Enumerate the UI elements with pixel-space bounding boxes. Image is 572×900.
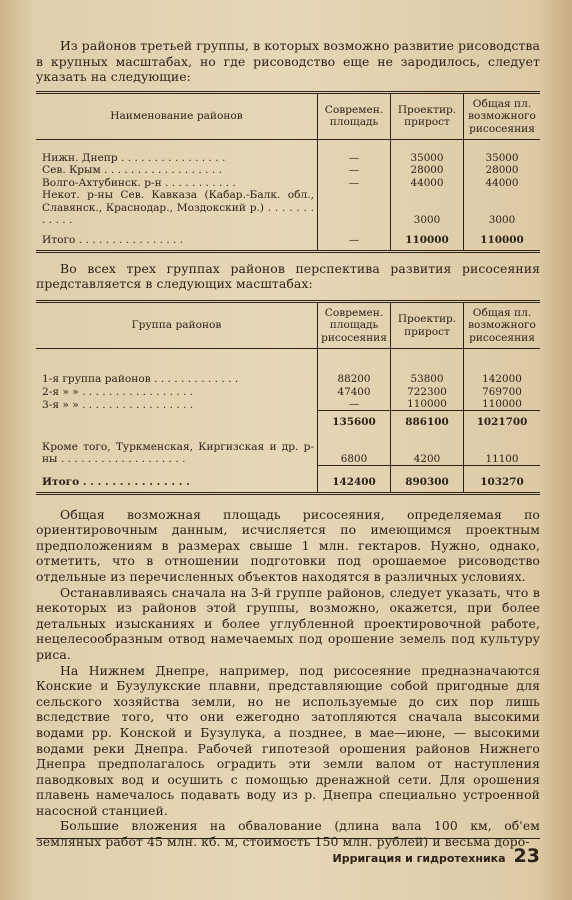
cell-growth: 44000 xyxy=(391,177,464,189)
table-row xyxy=(36,164,540,176)
total-current: — xyxy=(318,226,391,251)
cell-growth: 53800 xyxy=(391,373,464,385)
cell-growth: 3000 xyxy=(391,189,464,226)
paragraph-total-area: Общая возможная площадь рисосеяния, определяемая по ориентировочным данным, исчисляется по имеющимся проектным предположениям в размерах свыше 1 млн. гектаров. Нужно, однако, отметить, что в отношении подготовки под орошаемое рисоводство отдельные из перечисленных объектов находятся в различных условиях. xyxy=(36,506,540,584)
cell-total: 11100 xyxy=(464,441,541,466)
cell-current: — xyxy=(318,164,391,176)
total-label: Итого . . . . . . . . . . . . . . . . xyxy=(36,226,318,251)
subtotal-total: 1021700 xyxy=(464,411,541,429)
table-total-row xyxy=(36,226,540,251)
paragraph-third-group: Останавливаясь сначала на 3-й группе районов, следует указать, что в некоторых из районов этой группы, возможно, окажется, при более детальных изысканиях и более углубленной проектировочной работе, нецелесообразным отвод намечаемых под орошение земель под культуру риса. xyxy=(36,584,540,662)
subtotal-current: 135600 xyxy=(318,411,391,429)
table-row xyxy=(36,189,540,226)
header-projected-growth: Проектир. прирост xyxy=(391,92,464,139)
table-row xyxy=(36,373,540,385)
cell-current: — xyxy=(318,398,391,411)
cell-total: 142000 xyxy=(464,373,541,385)
cell-current: 6800 xyxy=(318,441,391,466)
cell-total: 28000 xyxy=(464,164,541,176)
page-footer xyxy=(36,838,540,867)
row-name: Сев. Крым . . . . . . . . . . . . . . . . . . xyxy=(42,164,222,177)
cell-current: 88200 xyxy=(318,373,391,385)
cell-growth: 722300 xyxy=(391,386,464,398)
paragraph-lower-dnieper: На Нижнем Днепре, например, под рисосеяние предназначаются Конские и Бузулукские плавни, представляющие собой пригодные для сельского хозяйства земли, но не используемые до сих пор лишь вследствие того, что они ежегодно затопляются сначала высокими водами рр. Конской и Бузулука, а позднее, в мае—июне, — высокими водами реки Днепра. Рабочей гипотезой орошения районов Нижнего Днепра предполагалось оградить эти земли валом от наступления паводковых вод и осушить с помощью дренажной сети. Для орошения плавень намечалось подавать воду из р. Днепра специально устроенной насосной станцией. xyxy=(36,662,540,818)
cell-growth: 28000 xyxy=(391,164,464,176)
table-all-groups xyxy=(36,300,540,495)
table-third-group-regions xyxy=(36,91,540,253)
subtotal-growth: 886100 xyxy=(391,411,464,429)
row-name: 2-я » » . . . . . . . . . . . . . . . . . xyxy=(42,385,194,398)
cell-growth: 35000 xyxy=(391,152,464,164)
cell-total: 35000 xyxy=(464,152,541,164)
table-row xyxy=(36,386,540,398)
journal-title: Ирригация и гидротехника xyxy=(332,852,506,865)
total-label: Итого . . . . . . . . . . . . . . . xyxy=(36,466,318,493)
total-current: 142400 xyxy=(318,466,391,493)
total-growth: 890300 xyxy=(391,466,464,493)
row-name: Некот. р-ны Сев. Кавказа (Кабар.-Балк. обл., Славянск., Краснодар., Моздокский р.) . . . . . . . . . . . . xyxy=(42,189,314,227)
table-row xyxy=(36,177,540,189)
cell-growth: 110000 xyxy=(391,398,464,411)
cell-total: 769700 xyxy=(464,386,541,398)
table-header-row xyxy=(36,92,540,139)
table-total-row xyxy=(36,466,540,493)
table-header-row xyxy=(36,302,540,349)
header-projected-growth: Проектир. прирост xyxy=(391,302,464,349)
cell-current xyxy=(318,189,391,226)
total-total: 110000 xyxy=(464,226,541,251)
row-name: Волго-Ахтубинск. р-н . . . . . . . . . . . xyxy=(42,176,236,189)
paragraph-embankment: Большие вложения на обвалование (длина вала 100 км, об'ем земляных работ 45 млн. кб. м, стоимость 150 млн. рублей) и весьма доро- xyxy=(36,818,540,850)
table-subtotal-row xyxy=(36,411,540,429)
header-total-area: Общая пл. возможного рисосеяния xyxy=(464,92,541,139)
header-total-area: Общая пл. возможного рисосеяния xyxy=(464,302,541,349)
table-row xyxy=(36,152,540,164)
row-name: Нижн. Днепр . . . . . . . . . . . . . . . . xyxy=(42,152,226,164)
total-growth: 110000 xyxy=(391,226,464,251)
header-current-area: Современ. площадь xyxy=(318,92,391,139)
cell-current: 47400 xyxy=(318,386,391,398)
table-row xyxy=(36,398,540,411)
total-total: 103270 xyxy=(464,466,541,493)
cell-current: — xyxy=(318,152,391,164)
cell-total: 44000 xyxy=(464,177,541,189)
header-region-name: Наименование районов xyxy=(36,92,318,139)
cell-total: 110000 xyxy=(464,398,541,411)
row-name: 1-я группа районов . . . . . . . . . . . . . xyxy=(42,373,239,386)
row-name: 3-я » » . . . . . . . . . . . . . . . . . xyxy=(42,398,194,411)
paragraph-intro: Из районов третьей группы, в которых возможно развитие рисоводства в крупных масштабах, но где рисоводство еще не зародилось, следует указать на следующие: xyxy=(36,38,540,85)
header-current-area: Современ. площадь рисосеяния xyxy=(318,302,391,349)
row-name: Кроме того, Туркменская, Киргизская и др. р-ны . . . . . . . . . . . . . . . . . . . xyxy=(42,440,314,466)
cell-current: — xyxy=(318,177,391,189)
cell-total: 3000 xyxy=(464,189,541,226)
paragraph-perspective: Во всех трех группах районов перспектива развития рисосеяния представляется в следующих масштабах: xyxy=(36,260,540,292)
cell-growth: 4200 xyxy=(391,441,464,466)
table-row xyxy=(36,441,540,466)
page-number: 23 xyxy=(513,845,540,867)
header-group: Группа районов xyxy=(36,302,318,349)
